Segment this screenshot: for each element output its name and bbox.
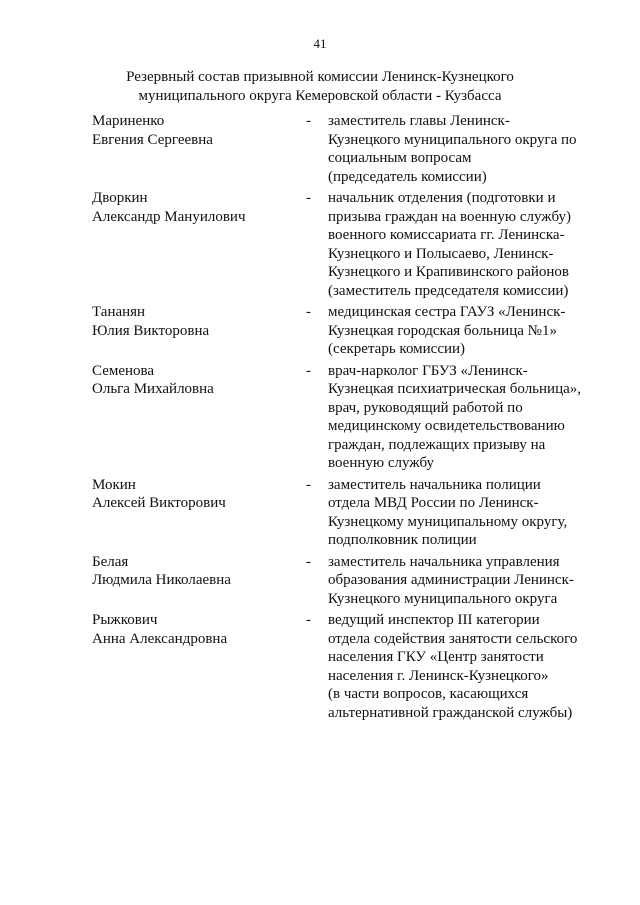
member-role-line: Кузнецкая психиатрическая больница», — [328, 381, 582, 397]
member-name — [92, 189, 306, 300]
member-role-line: начальник отделения (подготовки и — [328, 190, 556, 206]
document-title-line: муниципального округа Кемеровской области - Кузбасса — [138, 88, 502, 104]
member-role-line: призыва граждан на военную службу) — [328, 208, 572, 225]
separator-dash: - — [306, 304, 311, 320]
member-role-line: заместитель начальника управления — [328, 553, 560, 570]
separator-dash: - — [306, 113, 311, 129]
roster-entry — [92, 362, 592, 473]
member-surname: Дворкин — [92, 190, 148, 206]
member-role-line: военную службу — [328, 455, 435, 471]
member-given-names: Людмила Николаевна — [92, 572, 231, 588]
member-role-line: отдела содействия занятости сельского — [328, 630, 578, 647]
separator-dash: - — [306, 553, 311, 570]
member-role-line: социальным вопросам — [328, 150, 472, 166]
member-role-line: (секретарь комиссии) — [328, 341, 466, 357]
roster-entry — [92, 303, 592, 359]
member-role-line: Кузнецкого муниципального округа по — [328, 131, 577, 148]
member-role-line: заместитель начальника полиции — [328, 476, 541, 493]
member-given-names: Евгения Сергеевна — [92, 131, 213, 148]
member-role — [328, 112, 592, 186]
member-role-line: военного комиссариата гг. Ленинска- — [328, 227, 565, 243]
roster-entry — [92, 189, 592, 300]
member-role-line: отдела МВД России по Ленинск- — [328, 495, 539, 511]
member-name — [92, 553, 306, 609]
separator-dash: - — [306, 362, 311, 379]
roster-entry — [92, 476, 592, 550]
member-surname: Мариненко — [92, 113, 165, 129]
member-surname: Мокин — [92, 476, 136, 493]
member-role-line: медицинскому освидетельствованию — [328, 418, 565, 434]
member-role-line: образования администрации Ленинск- — [328, 572, 574, 588]
member-role-line: населения ГКУ «Центр занятости — [328, 649, 544, 665]
member-name — [92, 362, 306, 473]
member-role-line: медицинская сестра ГАУЗ «Ленинск- — [328, 304, 566, 320]
member-role-line: Кузнецкого муниципального округа — [328, 590, 558, 607]
document-title-line: Резервный состав призывной комиссии Ленинск-Кузнецкого — [126, 69, 514, 85]
member-role-line: подполковник полиции — [328, 532, 477, 548]
member-role-line: (заместитель председателя комиссии) — [328, 282, 569, 299]
member-role-line: Кузнецкая городская больница №1» — [328, 322, 557, 339]
separator-dash: - — [306, 612, 311, 628]
member-role-line: (в части вопросов, касающихся — [328, 686, 529, 702]
member-given-names: Алексей Викторович — [92, 495, 226, 511]
member-role-line: альтернативной гражданской службы) — [328, 704, 573, 721]
member-role-line: врач, руководящий работой по — [328, 399, 523, 416]
member-role — [328, 611, 592, 722]
member-surname: Белая — [92, 553, 129, 570]
separator-dash: - — [306, 476, 311, 493]
separator-dash: - — [306, 190, 311, 206]
member-surname: Семенова — [92, 362, 155, 379]
member-role-line: ведущий инспектор III категории — [328, 612, 540, 628]
member-name — [92, 611, 306, 722]
member-name — [92, 303, 306, 359]
roster-entry — [92, 553, 592, 609]
member-role-line: врач-нарколог ГБУЗ «Ленинск- — [328, 362, 528, 379]
roster-entry — [92, 611, 592, 722]
member-role — [328, 303, 592, 359]
member-given-names: Ольга Михайловна — [92, 381, 214, 397]
member-role-line: граждан, подлежащих призыву на — [328, 436, 546, 453]
member-name — [92, 112, 306, 186]
member-given-names: Юлия Викторовна — [92, 322, 210, 339]
member-name — [92, 476, 306, 550]
commission-roster — [92, 112, 592, 725]
member-role — [328, 476, 592, 550]
roster-entry — [92, 112, 592, 186]
member-role-line: (председатель комиссии) — [328, 168, 487, 185]
page-number: 41 — [313, 36, 327, 51]
member-surname: Рыжкович — [92, 612, 158, 628]
member-given-names: Александр Мануилович — [92, 208, 246, 225]
member-role — [328, 189, 592, 300]
member-surname: Тананян — [92, 304, 146, 320]
member-role-line: Кузнецкому муниципальному округу, — [328, 513, 568, 530]
member-role-line: заместитель главы Ленинск- — [328, 113, 510, 129]
member-role-line: Кузнецкого и Крапивинского районов — [328, 264, 570, 280]
document-title — [100, 68, 540, 106]
member-role-line: населения г. Ленинск-Кузнецкого» — [328, 667, 549, 684]
member-role — [328, 553, 592, 609]
member-given-names: Анна Александровна — [92, 630, 228, 647]
member-role — [328, 362, 592, 473]
member-role-line: Кузнецкого и Полысаево, Ленинск- — [328, 245, 554, 262]
